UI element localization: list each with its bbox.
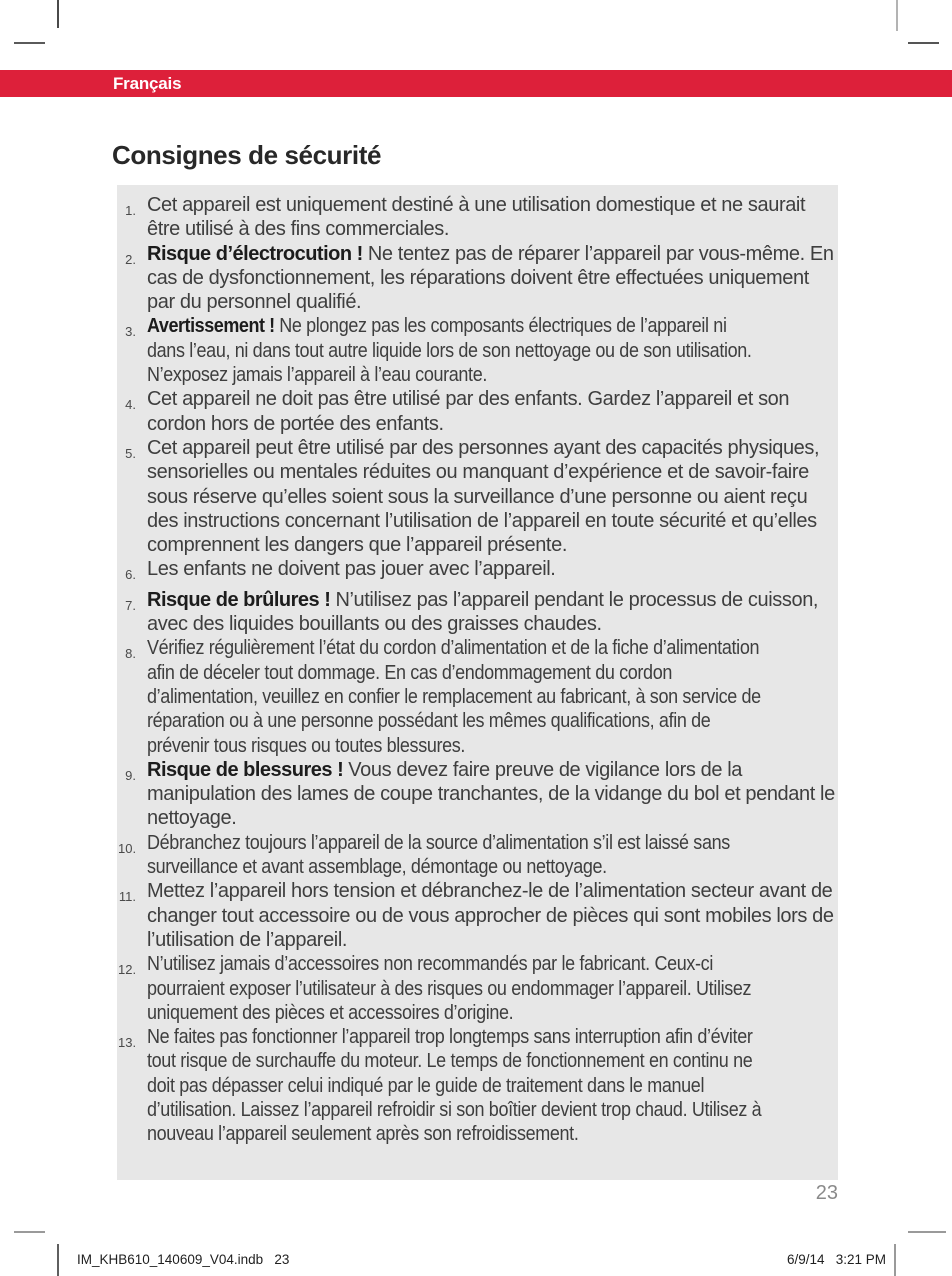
list-item-text: Vérifiez régulièrement l’état du cordon d’alimentation et de la fiche d’alimentation afin de déceler tout dommage. En cas d’endommagement du cordon d’alimentation, veuillez en confier le remplacement au fabricant, à son service de réparation ou à une personne possédant les mêmes qualifications, afin de prévenir tous risques ou toutes blessures. (147, 637, 761, 757)
list-item (118, 387, 837, 436)
list-item (118, 1025, 837, 1146)
list-item-text: Cet appareil peut être utilisé par des personnes ayant des capacités physiques, sensorielles ou mentales réduites ou manquant d’expérience et de savoir-faire sous réserve qu’elles soient sous la surveillance d’une personne ou aient reçu des instructions concernant l’utilisation de l’appareil en toute sécurité et qu’elles comprennent les dangers que l’appareil présente. (147, 436, 820, 557)
list-item-lead: Avertissement ! (147, 315, 280, 338)
footer-filename: IM_KHB610_140609_V04.indb 23 (77, 1252, 290, 1267)
list-item-body (147, 952, 768, 1025)
list-item-number: 5. (125, 445, 136, 461)
crop-mark-top-left-vertical (57, 0, 59, 28)
list-item-number: 13. (118, 1035, 137, 1051)
list-item-body (147, 636, 768, 757)
list-item (118, 588, 837, 637)
crop-mark-bottom-right-vertical (894, 1244, 896, 1276)
list-item (118, 193, 837, 242)
list-item-text: N’utilisez pas l’appareil pendant le processus de cuisson, avec des liquides bouillants ou des graisses chaudes. (147, 588, 819, 636)
list-item-number: 11. (118, 889, 136, 905)
list-item-number: 1. (125, 203, 136, 218)
crop-mark-bottom-left-vertical (57, 1244, 59, 1276)
list-item-text: Ne plongez pas les composants électriques de l’appareil ni dans l’eau, ni dans tout autre liquide lors de son nettoyage ou de son utilisation. N’exposez jamais l’appareil à l’eau courante. (147, 315, 752, 387)
list-item-body (147, 242, 837, 315)
list-item (118, 758, 837, 831)
list-item-number: 2. (125, 251, 136, 267)
list-item (118, 557, 837, 587)
list-item-text: Ne tentez pas de réparer l’appareil par vous-même. En cas de dysfonctionnement, les réparations doivent être effectuées uniquement par du personnel qualifié. (147, 242, 834, 314)
list-item-lead: Risque d’électrocution ! (147, 242, 368, 265)
list-item-body (147, 879, 837, 952)
safety-list (118, 193, 837, 1147)
list-item-text: Cet appareil est uniquement destiné à une utilisation domestique et ne saurait être utilisé à des fins commerciales. (147, 194, 806, 241)
list-item-number: 3. (125, 324, 136, 340)
page-title: Consignes de sécurité (112, 140, 382, 171)
list-item (118, 952, 837, 1025)
list-item (118, 314, 837, 387)
list-item-number: 12. (118, 962, 137, 978)
list-item-text: Vous devez faire preuve de vigilance lors de la manipulation des lames de coupe tranchantes, de la vidange du bol et pendant le nettoyage. (147, 758, 835, 830)
page-number: 23 (815, 1182, 838, 1204)
list-item-body (147, 436, 837, 557)
footer-timestamp: 6/9/14 3:21 PM (786, 1252, 886, 1267)
list-item-body (147, 1025, 768, 1146)
list-item (118, 636, 837, 757)
list-item-text: Ne faites pas fonctionner l’appareil trop longtemps sans interruption afin d’éviter tout risque de surchauffe du moteur. Le temps de fonctionnement en continu ne doit pas dépasser celui indiqué par le guide de traitement dans le manuel d’utilisation. Laissez l’appareil refroidir si son boîtier devient trop chaud. Utilisez à nouveau l’appareil seulement après son refroidissement. (147, 1026, 762, 1146)
list-item-lead: Risque de blessures ! (147, 758, 349, 781)
crop-mark-top-left-horizontal (14, 42, 45, 44)
crop-mark-top-right-vertical (896, 0, 898, 31)
list-item-lead: Risque de brûlures ! (147, 588, 336, 611)
list-item-number: 9. (125, 767, 136, 783)
list-item-number: 10. (118, 840, 137, 856)
list-item-body (147, 588, 837, 637)
crop-mark-top-right-horizontal (908, 42, 939, 44)
list-item (118, 831, 837, 880)
list-item-text: Mettez l’appareil hors tension et débranchez-le de l’alimentation secteur avant de changer tout accessoire ou de vous approcher de pièces qui sont mobiles lors de l’utilisation de l’appareil. (147, 880, 834, 951)
list-item (118, 242, 837, 315)
crop-mark-bottom-left-horizontal (14, 1231, 45, 1233)
list-item-number: 7. (125, 597, 136, 613)
list-item (118, 436, 837, 557)
list-item-body (147, 193, 837, 242)
list-item-text: Débranchez toujours l’appareil de la source d’alimentation s’il est laissé sans surveillance et avant assemblage, démontage ou nettoyage. (147, 831, 730, 879)
list-item-number: 4. (125, 397, 136, 413)
list-item-text: Les enfants ne doivent pas jouer avec l’appareil. (147, 558, 556, 581)
list-item-number: 6. (125, 567, 136, 583)
language-band (0, 70, 952, 97)
list-item-body (147, 758, 837, 831)
list-item-body (147, 387, 837, 436)
list-item-body (147, 831, 768, 880)
list-item-text: N’utilisez jamais d’accessoires non recommandés par le fabricant. Ceux-ci pourraient exposer l’utilisateur à des risques ou endommager l’appareil. Utilisez uniquement des pièces et accessoires d’origine. (147, 953, 752, 1024)
crop-mark-bottom-right-horizontal (908, 1231, 946, 1233)
list-item-body (147, 314, 768, 387)
safety-panel (117, 185, 838, 1180)
language-label: Français (113, 74, 182, 93)
list-item-number: 8. (125, 646, 136, 662)
list-item-body (147, 557, 837, 581)
list-item (118, 879, 837, 952)
list-item-text: Cet appareil ne doit pas être utilisé par des enfants. Gardez l’appareil et son cordon hors de portée des enfants. (147, 388, 790, 435)
